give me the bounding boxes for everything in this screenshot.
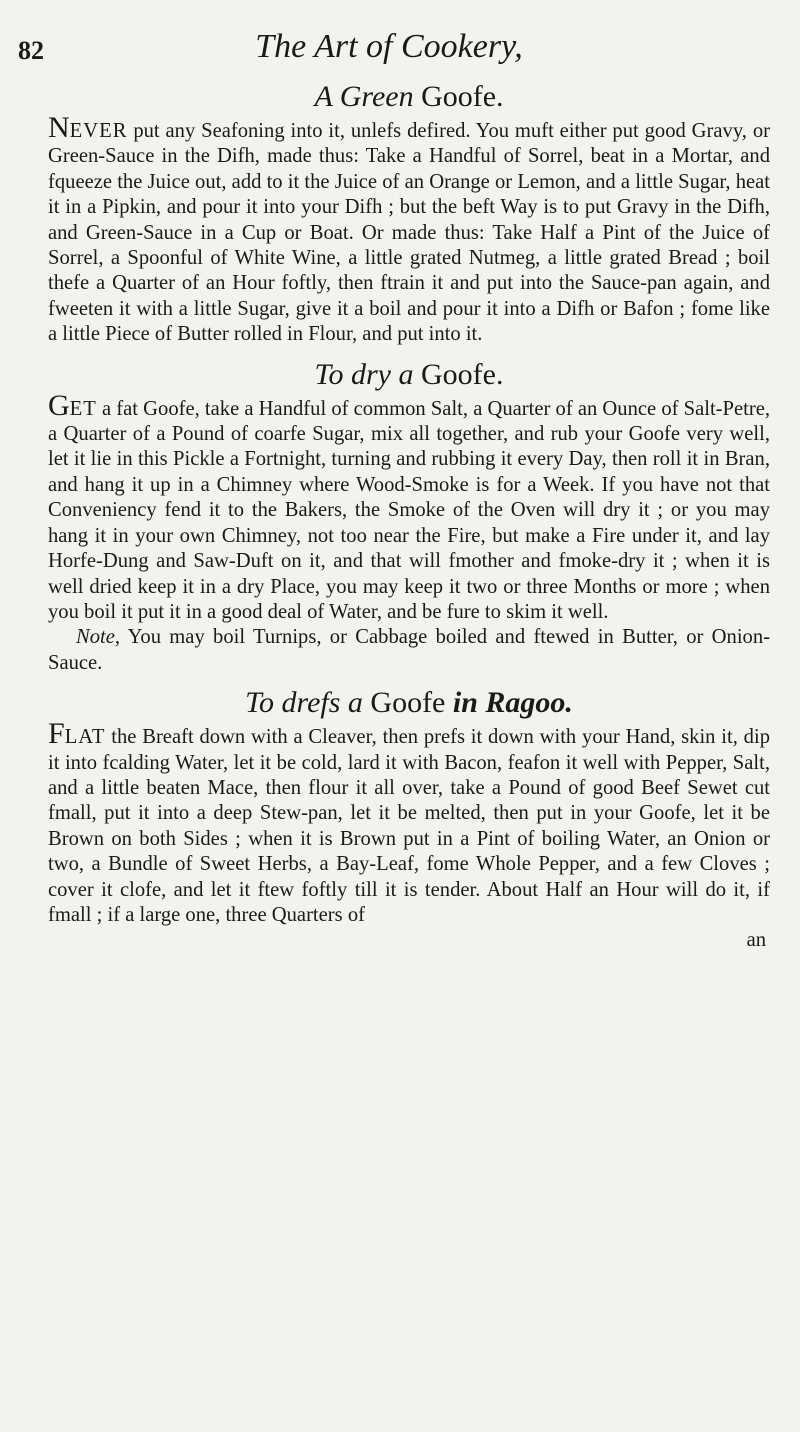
section-title-rest: Goofe [370, 686, 446, 720]
section-title-italic: To drefs a [245, 686, 363, 720]
initial-letter: G [48, 388, 70, 422]
page-header [18, 28, 760, 72]
section-title-dry-goose [48, 356, 770, 394]
paragraph-goose-ragoo [48, 717, 770, 928]
section-title-tail: in Ragoo. [452, 686, 573, 720]
initial-letter: N [48, 111, 70, 144]
initial-letter: F [48, 717, 65, 751]
note-label: Note, [76, 626, 121, 649]
section-title-italic: To dry a [314, 357, 414, 391]
page-content [48, 78, 770, 952]
running-title: The Art of Cookery, [255, 28, 523, 65]
paragraph-dry-goose [48, 388, 770, 626]
section-title-italic: A Green [314, 80, 414, 113]
section-title-goose-ragoo [48, 684, 770, 722]
paragraph-text: put any Seafoning into it, unlefs defired. You muft either put good Gravy, or Green-Sauce in the Difh, made thus: Take a Handful of Sorrel, beat in a Mortar, and fqueeze the Juice out, add to it the Juice of an Orange or Lemon, and a little Sugar, heat it in a Pipkin, and pour it into your Difh ; but the beft Way is to put Gravy in the Difh, and Green-Sauce in a Cup or Boat. Or made thus: Take Half a Pint of the Juice of Sorrel, a Spoonful of White Wine, a little grated Nutmeg, a little grated Bread ; boil thefe a Quarter of an Hour foftly, then ftrain it and put into the Sauce-pan again, and fweeten it with a little Sugar, give it a boil and pour it into a Difh or Bafon ; fome like a little Piece of Butter rolled in Flour, and put into it. [48, 120, 770, 346]
section-title-green-goose [48, 78, 770, 116]
paragraph-text: a fat Goofe, take a Handful of common Salt, a Quarter of an Ounce of Salt-Petre, a Quarter of a Pound of coarfe Sugar, mix all together, and rub your Goofe very well, let it lie in this Pickle a Fortnight, turning and rubbing it every Day, then roll it in Bran, and hang it up in a Chimney where Wood-Smoke is for a Week. If you have not that Conveniency fend it to the Bakers, the Smoke of the Oven will dry it ; or you may hang it in your own Chimney, not too near the Fire, but make a Fire under it, and lay Horfe-Dung and Saw-Duft on it, and that will fmother and fmoke-dry it ; when it is well dried keep it in a dry Place, you may keep it two or three Months or more ; when you boil it put it in a good deal of Water, and be fure to skim it well. [48, 397, 770, 623]
page-number: 82 [18, 36, 44, 65]
first-word: EVER [69, 120, 128, 142]
first-word: ET [69, 397, 97, 420]
paragraph-text: the Breaft down with a Cleaver, then prefs it down with your Hand, skin it, dip it into fcalding Water, let it be cold, lard it with Bacon, feafon it well with Pepper, Salt, and a little beaten Mace, then flour it all over, take a Pound of good Beef Sewet cut fmall, put it into a deep Stew-pan, let it be melted, then put in your Goofe, let it be Brown on both Sides ; when it is Brown put in a Pint of boiling Water, an Onion or two, a Bundle of Sweet Herbs, a Bay-Leaf, fome Whole Pepper, and a few Cloves ; cover it clofe, and let it ftew foftly till it is tender. About Half an Hour will do it, if fmall ; if a large one, three Quarters of [48, 726, 770, 926]
section-title-rest: Goofe. [420, 357, 504, 391]
paragraph-note [48, 625, 770, 676]
paragraph-green-goose [48, 111, 770, 348]
catchword: an [746, 929, 766, 952]
first-word: LAT [64, 726, 106, 749]
paragraph-text: You may boil Turnips, or Cabbage boiled and ftewed in Butter, or Onion-Sauce. [48, 626, 770, 674]
section-title-rest: Goofe. [421, 80, 504, 113]
